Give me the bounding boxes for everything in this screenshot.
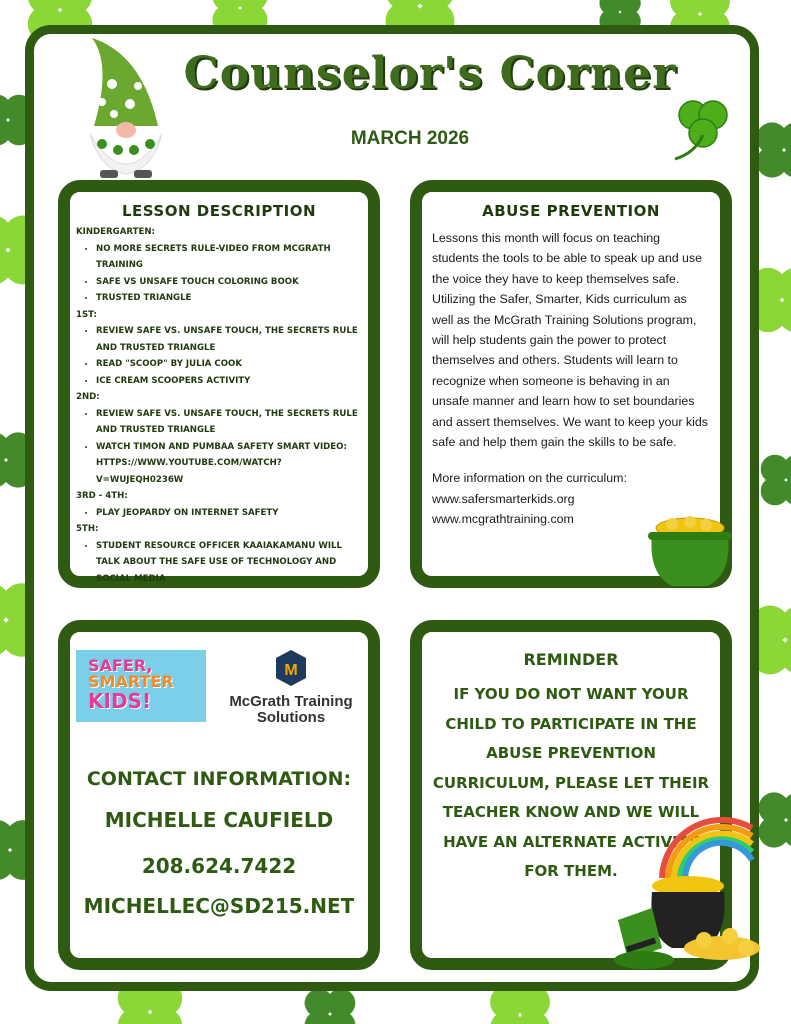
lesson-description-title: LESSON DESCRIPTION xyxy=(121,202,317,220)
abuse-prevention-title: ABUSE PREVENTION xyxy=(482,202,660,220)
list-item: • REVIEW SAFE VS. UNSAFE TOUCH, THE SECRETS RULE AND TRUSTED TRIANGLE xyxy=(96,323,362,356)
more-info-label: More information on the curriculum: xyxy=(432,471,627,486)
list-item: • STUDENT RESOURCE OFFICER KAAIAKAMANU WILL TALK ABOUT THE SAFE USE OF TECHNOLOGY AND SOCIAL MEDIA xyxy=(96,538,362,588)
mcgrath-training-logo: M McGrath Training Solutions xyxy=(216,648,366,728)
pot-of-gold-icon xyxy=(642,514,737,590)
contact-heading: CONTACT INFORMATION: xyxy=(86,768,352,790)
reminder-text: IF YOU DO NOT WANT YOUR CHILD TO PARTICIPATE IN THE ABUSE PREVENTION CURRICULUM, PLEASE LET THEIR TEACHER KNOW AND WE WILL HAVE AN ALTERNATE ACTIVITY FOR THEM. xyxy=(432,685,710,880)
contact-email[interactable]: MICHELLEC@SD215.NET xyxy=(83,894,355,918)
contact-phone: 208.624.7422 xyxy=(141,854,297,878)
grade-label: KINDERGARTEN: xyxy=(76,227,155,237)
link-mcgrathtraining[interactable]: www.mcgrathtraining.com xyxy=(432,512,574,527)
grade-label: 2ND: xyxy=(76,392,100,402)
safer-smarter-kids-logo: SAFER, SMARTER KIDS! xyxy=(76,650,206,722)
grade-label: 3RD - 4TH: xyxy=(76,491,128,501)
list-item: • NO MORE SECRETS RULE-VIDEO FROM MCGRATH TRAINING xyxy=(96,241,362,274)
grade-label: 5TH: xyxy=(76,524,99,534)
lesson-description-panel xyxy=(58,180,380,588)
shamrock-icon xyxy=(655,95,750,165)
issue-month: MARCH 2026 xyxy=(350,128,470,149)
abuse-prevention-panel xyxy=(410,180,732,588)
grade-label: 1ST: xyxy=(76,309,97,320)
abuse-prevention-text: Lessons this month will focus on teaching students the tools to be able to speak up and use the voice they have to keep themselves safe. Utilizing the Safer, Smarter, Kids curriculum as well as the McGrath Training Solutions program, will help students gain the power to protect themselves and others. Students will learn to recognize when someone is behaving in an unsafe manner and learn how to set boundaries and assert themselves. We want to keep your kids safe and help them gain the skills to be safe. xyxy=(432,231,708,450)
list-item: • SAFE VS UNSAFE TOUCH COLORING BOOK xyxy=(96,274,362,291)
list-item: • READ "SCOOP" BY JULIA COOK xyxy=(96,356,362,373)
page-title: Counselor's Corner xyxy=(183,48,677,99)
gnome-illustration xyxy=(72,34,182,179)
list-item: • REVIEW SAFE VS. UNSAFE TOUCH, THE SECRETS RULE AND TRUSTED TRIANGLE xyxy=(96,406,362,439)
rainbow-pot-hat-illustration xyxy=(612,808,762,978)
list-item: • ICE CREAM SCOOPERS ACTIVITY xyxy=(96,373,362,390)
mcgrath-logo-mark-icon xyxy=(274,648,308,688)
list-item: • TRUSTED TRIANGLE xyxy=(96,290,362,307)
reminder-title: REMINDER xyxy=(523,650,619,669)
contact-name: MICHELLE CAUFIELD xyxy=(104,808,334,832)
lesson-list xyxy=(70,220,368,587)
link-safersmarterkids[interactable]: www.safersmarterkids.org xyxy=(432,491,575,506)
svg-text:M: M xyxy=(284,662,298,679)
list-item: • WATCH TIMON AND PUMBAA SAFETY SMART VIDEO: HTTPS://WWW.YOUTUBE.COM/WATCH?V=WUJEQH0236W xyxy=(96,439,362,489)
list-item: • PLAY JEOPARDY ON INTERNET SAFETY xyxy=(96,505,362,522)
contact-panel xyxy=(58,620,380,970)
